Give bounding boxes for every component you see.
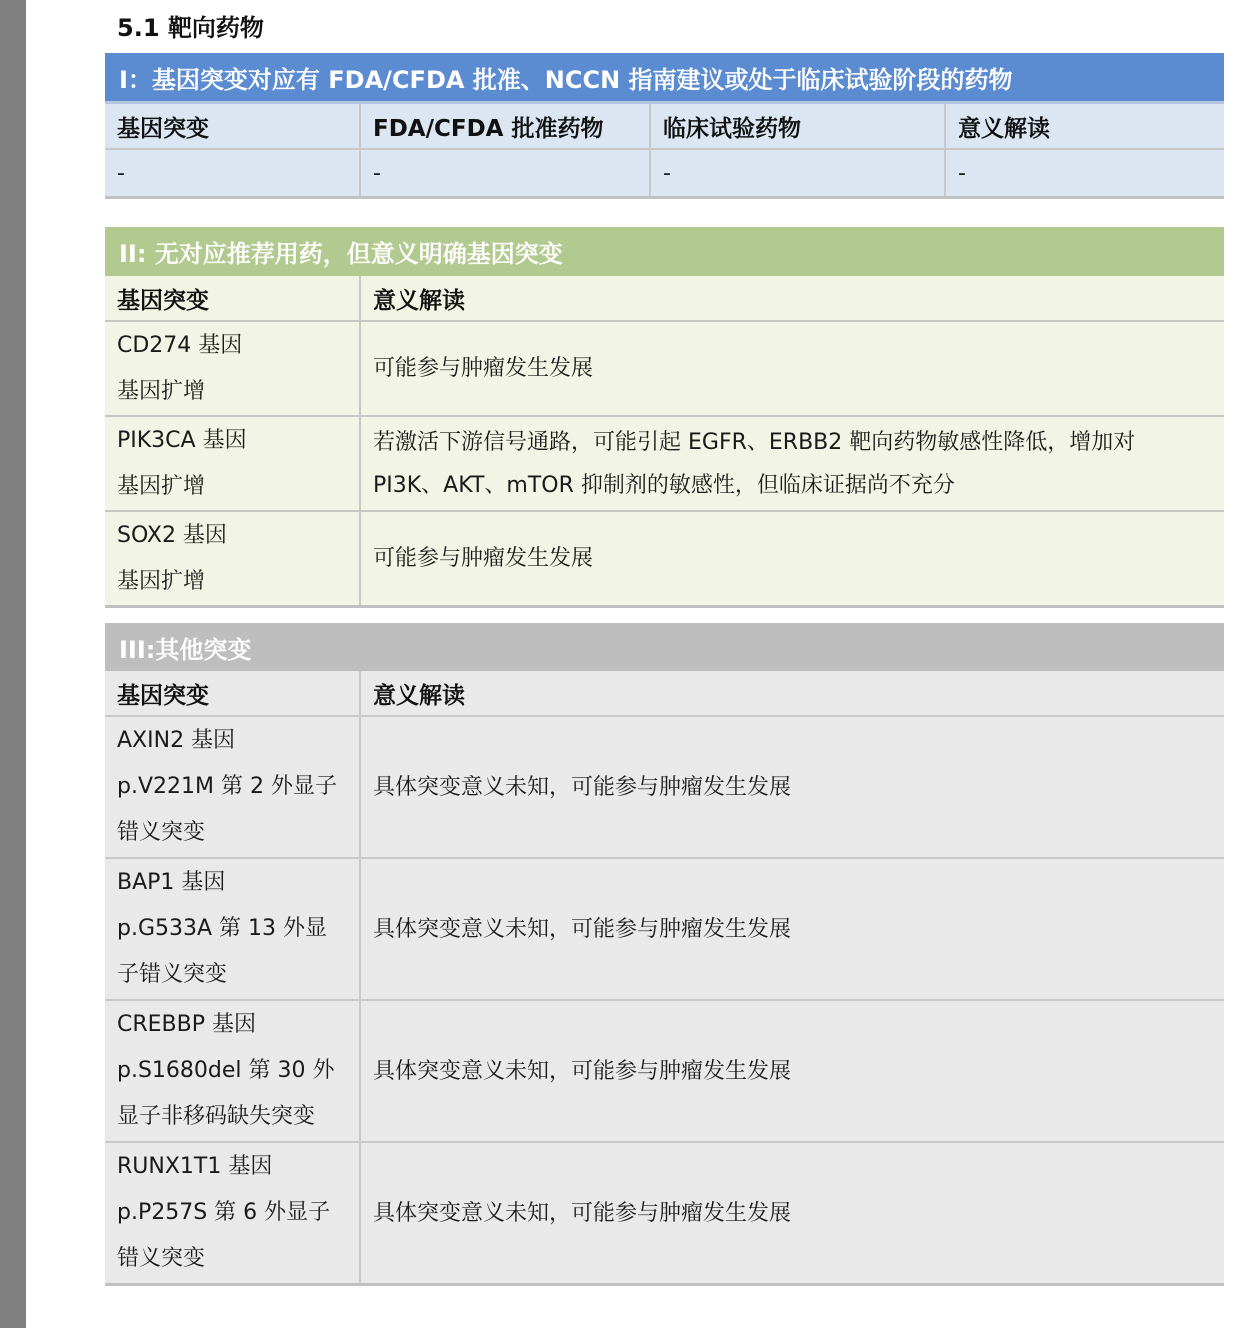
cell-meaning: 具体突变意义未知，可能参与肿瘤发生发展: [360, 1000, 1224, 1142]
gene-name: PIK3CA 基因: [117, 427, 247, 453]
table-row: [105, 858, 1224, 1000]
table1-header-row: [105, 103, 1224, 150]
gene-name: CD274 基因: [117, 332, 243, 358]
table-other-mutations: [105, 623, 1224, 1286]
cell-meaning: 具体突变意义未知，可能参与肿瘤发生发展: [360, 858, 1224, 1000]
table-row: [105, 149, 1224, 198]
gene-name: CREBBP 基因: [117, 1012, 256, 1037]
cell-gene: -: [105, 149, 360, 198]
cell-meaning: 若激活下游信号通路，可能引起 EGFR、ERBB2 靶向药物敏感性降低，增加对 PI3K、AKT、mTOR 抑制剂的敏感性，但临床证据尚不充分: [360, 416, 1224, 511]
gene-name: RUNX1T1 基因: [117, 1154, 273, 1179]
cell-meaning: 具体突变意义未知，可能参与肿瘤发生发展: [360, 1142, 1224, 1285]
table1-band-title: I：基因突变对应有 FDA/CFDA 批准、NCCN 指南建议或处于临床试验阶段的药物: [105, 53, 1224, 103]
cell-gene: [105, 511, 360, 607]
header-gene-mutation: 基因突变: [105, 103, 360, 150]
gene-variant: p.S1680del 第 30 外: [117, 1058, 335, 1083]
header-meaning: 意义解读: [945, 103, 1224, 150]
table-significant-mutations: [105, 227, 1224, 608]
cell-meaning: 具体突变意义未知，可能参与肿瘤发生发展: [360, 716, 1224, 858]
gene-variant: p.P257S 第 6 外显子: [117, 1200, 331, 1225]
table-row: [105, 416, 1224, 511]
header-trial-drugs: 临床试验药物: [650, 103, 945, 150]
cell-meaning: 可能参与肿瘤发生发展: [360, 511, 1224, 607]
viewer-left-margin: [0, 0, 26, 1328]
table-fda-approved: [105, 53, 1224, 199]
gene-variant: 基因扩增: [117, 568, 206, 594]
header-approved-drugs: FDA/CFDA 批准药物: [360, 103, 650, 150]
cell-gene: [105, 716, 360, 858]
table-row: [105, 716, 1224, 858]
cell-gene: [105, 321, 360, 416]
cell-gene: [105, 416, 360, 511]
table-row: [105, 511, 1224, 607]
header-gene-mutation: 基因突变: [105, 671, 360, 716]
header-meaning: 意义解读: [360, 671, 1224, 716]
cell-gene: [105, 858, 360, 1000]
table2-header-row: [105, 276, 1224, 321]
gene-variant-type: 显子非移码缺失突变: [117, 1104, 316, 1129]
cell-trial: -: [650, 149, 945, 198]
cell-gene: [105, 1000, 360, 1142]
table-row: [105, 1000, 1224, 1142]
table2-band-title: II: 无对应推荐用药，但意义明确基因突变: [105, 227, 1224, 276]
section-title: 5.1 靶向药物: [117, 14, 264, 42]
gene-variant-type: 错义突变: [117, 1246, 206, 1271]
gene-name: BAP1 基因: [117, 870, 226, 895]
header-gene-mutation: 基因突变: [105, 276, 360, 321]
cell-gene: [105, 1142, 360, 1285]
table3-band-title: III:其他突变: [105, 623, 1224, 671]
gene-variant-type: 错义突变: [117, 820, 206, 845]
header-meaning: 意义解读: [360, 276, 1224, 321]
cell-approved: -: [360, 149, 650, 198]
gene-variant: 基因扩增: [117, 378, 206, 404]
table3-header-row: [105, 671, 1224, 716]
gene-variant-type: 子错义突变: [117, 962, 228, 987]
gene-variant: p.V221M 第 2 外显子: [117, 774, 337, 799]
gene-variant: p.G533A 第 13 外显: [117, 916, 328, 941]
gene-name: AXIN2 基因: [117, 728, 236, 753]
table-row: [105, 321, 1224, 416]
gene-variant: 基因扩增: [117, 473, 206, 499]
cell-meaning: 可能参与肿瘤发生发展: [360, 321, 1224, 416]
cell-meaning: -: [945, 149, 1224, 198]
table-row: [105, 1142, 1224, 1285]
gene-name: SOX2 基因: [117, 522, 227, 548]
